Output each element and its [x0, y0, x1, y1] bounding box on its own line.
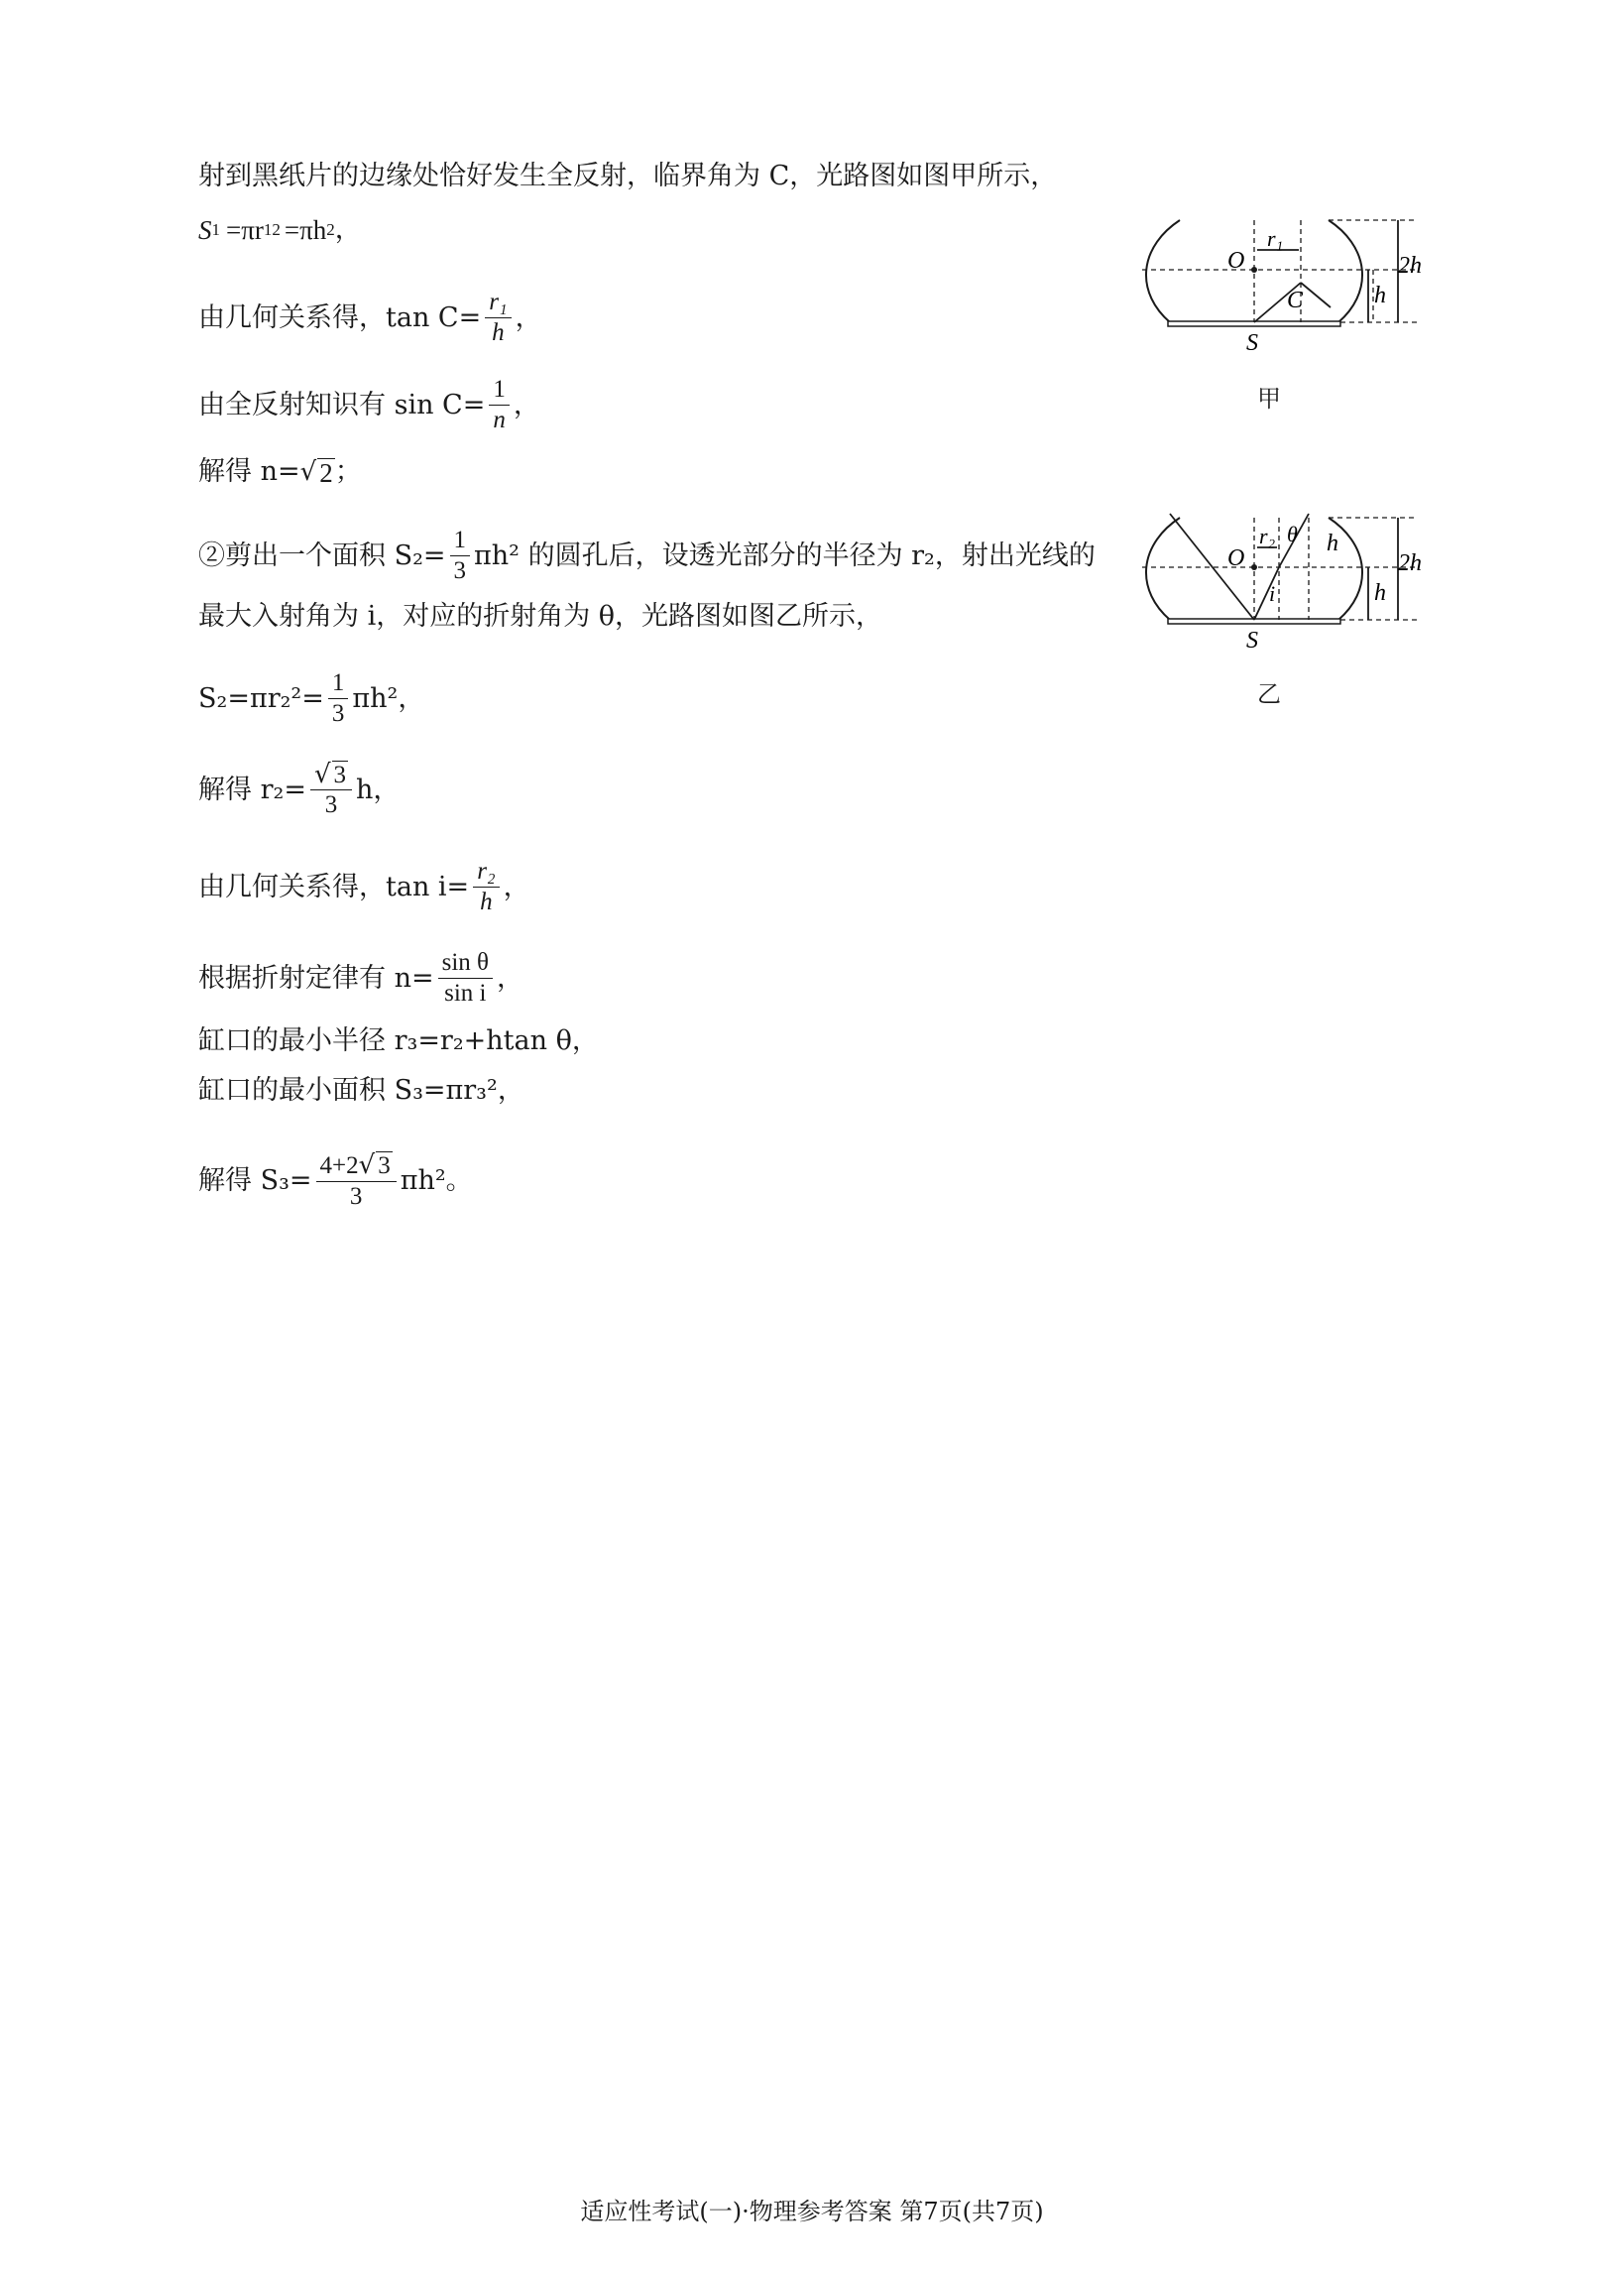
- refraction-prefix: 根据折射定律有 n=: [198, 962, 434, 994]
- r2-num: √ 3: [310, 760, 352, 790]
- tani-prefix: 由几何关系得，tan i=: [198, 871, 470, 902]
- formula-s3-result: [198, 1150, 473, 1212]
- line-7-text: 最大入射角为 i，对应的折射角为 θ，光路图如图乙所示，: [198, 601, 883, 632]
- formula-s1: S 1 =πr 1 2 =πh 2 ，: [198, 210, 362, 250]
- line-1-text: 射到黑纸片的边缘处恰好发生全反射，临界角为 C，光路图如图甲所示，: [198, 161, 1058, 191]
- jia-caption: 甲: [1257, 385, 1281, 413]
- s2-den: 3: [331, 700, 345, 727]
- line-6-den: 3: [453, 557, 467, 584]
- formula-n: [198, 452, 362, 492]
- tani-num: r₂: [473, 857, 499, 888]
- sinC-den: n: [493, 407, 506, 433]
- figure-jia: [1130, 208, 1448, 367]
- s2-fraction: [328, 668, 349, 729]
- yi-label-2h: 2h: [1398, 550, 1422, 576]
- jia-label-h: h: [1374, 283, 1386, 308]
- refraction-num: sin θ: [438, 948, 493, 979]
- tani-fraction: [473, 857, 499, 917]
- sqrt-2-rad: 2: [319, 457, 333, 488]
- formula-sinC: [198, 375, 540, 435]
- s2-prefix: S₂=πr₂²=: [198, 682, 324, 714]
- formula-tanC: [198, 288, 542, 348]
- text-line-1: [198, 157, 1057, 196]
- refraction-den: sin i: [444, 980, 487, 1007]
- s3-text: 缸口的最小面积 S₃=πr₃²，: [198, 1075, 524, 1106]
- formula-refraction: [198, 948, 523, 1009]
- sinC-end: ，: [513, 389, 540, 420]
- text-line-7: [198, 597, 882, 637]
- yi-label-h: h: [1374, 580, 1386, 606]
- yi-label-theta: θ: [1287, 522, 1298, 546]
- formula-s3: [198, 1071, 524, 1111]
- yi-caption: 乙: [1257, 680, 1281, 708]
- yi-label-h-right: h: [1327, 531, 1338, 556]
- s3-result-num: 4+2 √ 3: [316, 1150, 397, 1182]
- yi-ray-in: [1254, 567, 1279, 620]
- jia-label-C: C: [1287, 288, 1304, 313]
- sinC-prefix: 由全反射知识有 sin C=: [198, 389, 486, 420]
- r2-fraction: [310, 760, 352, 820]
- yi-label-i: i: [1269, 581, 1276, 606]
- tanC-prefix: 由几何关系得，tan C=: [198, 301, 482, 333]
- s3-result-prefix: 解得 S₃=: [198, 1165, 312, 1196]
- yi-label-S: S: [1246, 628, 1258, 654]
- formula-tani: [198, 857, 530, 917]
- formula-r2: [198, 760, 400, 820]
- tanC-end: ，: [515, 301, 542, 333]
- s1-symbol: S: [198, 215, 212, 245]
- s1-end: ，: [334, 214, 362, 245]
- tani-den: h: [480, 889, 493, 915]
- yi-label-r2: r₂: [1259, 524, 1276, 548]
- text-line-6: [198, 526, 1096, 586]
- jia-label-S: S: [1246, 330, 1258, 356]
- line-6-prefix: ②剪出一个面积 S₂=: [198, 539, 446, 571]
- r2-rad: 3: [333, 762, 347, 788]
- formula-s2: [198, 668, 424, 729]
- tanC-den: h: [492, 319, 505, 346]
- figure-yi: [1130, 506, 1448, 664]
- line-6-fraction: [450, 526, 471, 586]
- line-6-num: 1: [450, 526, 471, 556]
- jia-label-r1: r₁: [1267, 226, 1284, 251]
- refraction-end: ，: [497, 962, 524, 994]
- tanC-fraction: [485, 288, 511, 348]
- jia-label-O: O: [1227, 248, 1245, 274]
- s1-eq: =πr: [226, 215, 264, 245]
- s3-result-end: πh²。: [400, 1165, 473, 1196]
- s3-result-rad: 3: [378, 1152, 391, 1179]
- s2-num: 1: [328, 668, 349, 699]
- n-prefix: 解得 n=: [198, 456, 300, 487]
- s3-result-num-a: 4+2: [319, 1152, 359, 1179]
- tanC-num: r₁: [485, 288, 511, 318]
- r2-end: h，: [356, 774, 401, 805]
- tani-end: ，: [503, 871, 530, 902]
- sinC-num: 1: [489, 375, 510, 406]
- r2-den: 3: [324, 791, 338, 818]
- r2-prefix: 解得 r₂=: [198, 774, 306, 805]
- s3-result-fraction: [316, 1150, 397, 1212]
- yi-label-O: O: [1227, 545, 1245, 571]
- s1-mid: =πh: [284, 215, 327, 245]
- s2-end: πh²，: [352, 682, 425, 714]
- page-footer: 适应性考试(一)·物理参考答案 第7页(共7页): [580, 2198, 1044, 2225]
- n-end: ；: [334, 456, 362, 487]
- r3-text: 缸口的最小半径 r₃=r₂+htan θ，: [198, 1025, 599, 1056]
- sqrt-2: √ 2: [299, 456, 333, 488]
- line-6-rest: πh² 的圆孔后，设透光部分的半径为 r₂，射出光线的: [474, 539, 1096, 571]
- jia-ray-reflect: [1301, 283, 1331, 307]
- refraction-fraction: [438, 948, 493, 1009]
- jia-label-2h: 2h: [1398, 253, 1422, 279]
- yi-center-dot: [1251, 564, 1257, 570]
- s3-result-den: 3: [349, 1183, 363, 1210]
- formula-r3: [198, 1021, 599, 1061]
- jia-center-dot: [1251, 267, 1257, 273]
- sinC-fraction: [489, 375, 510, 435]
